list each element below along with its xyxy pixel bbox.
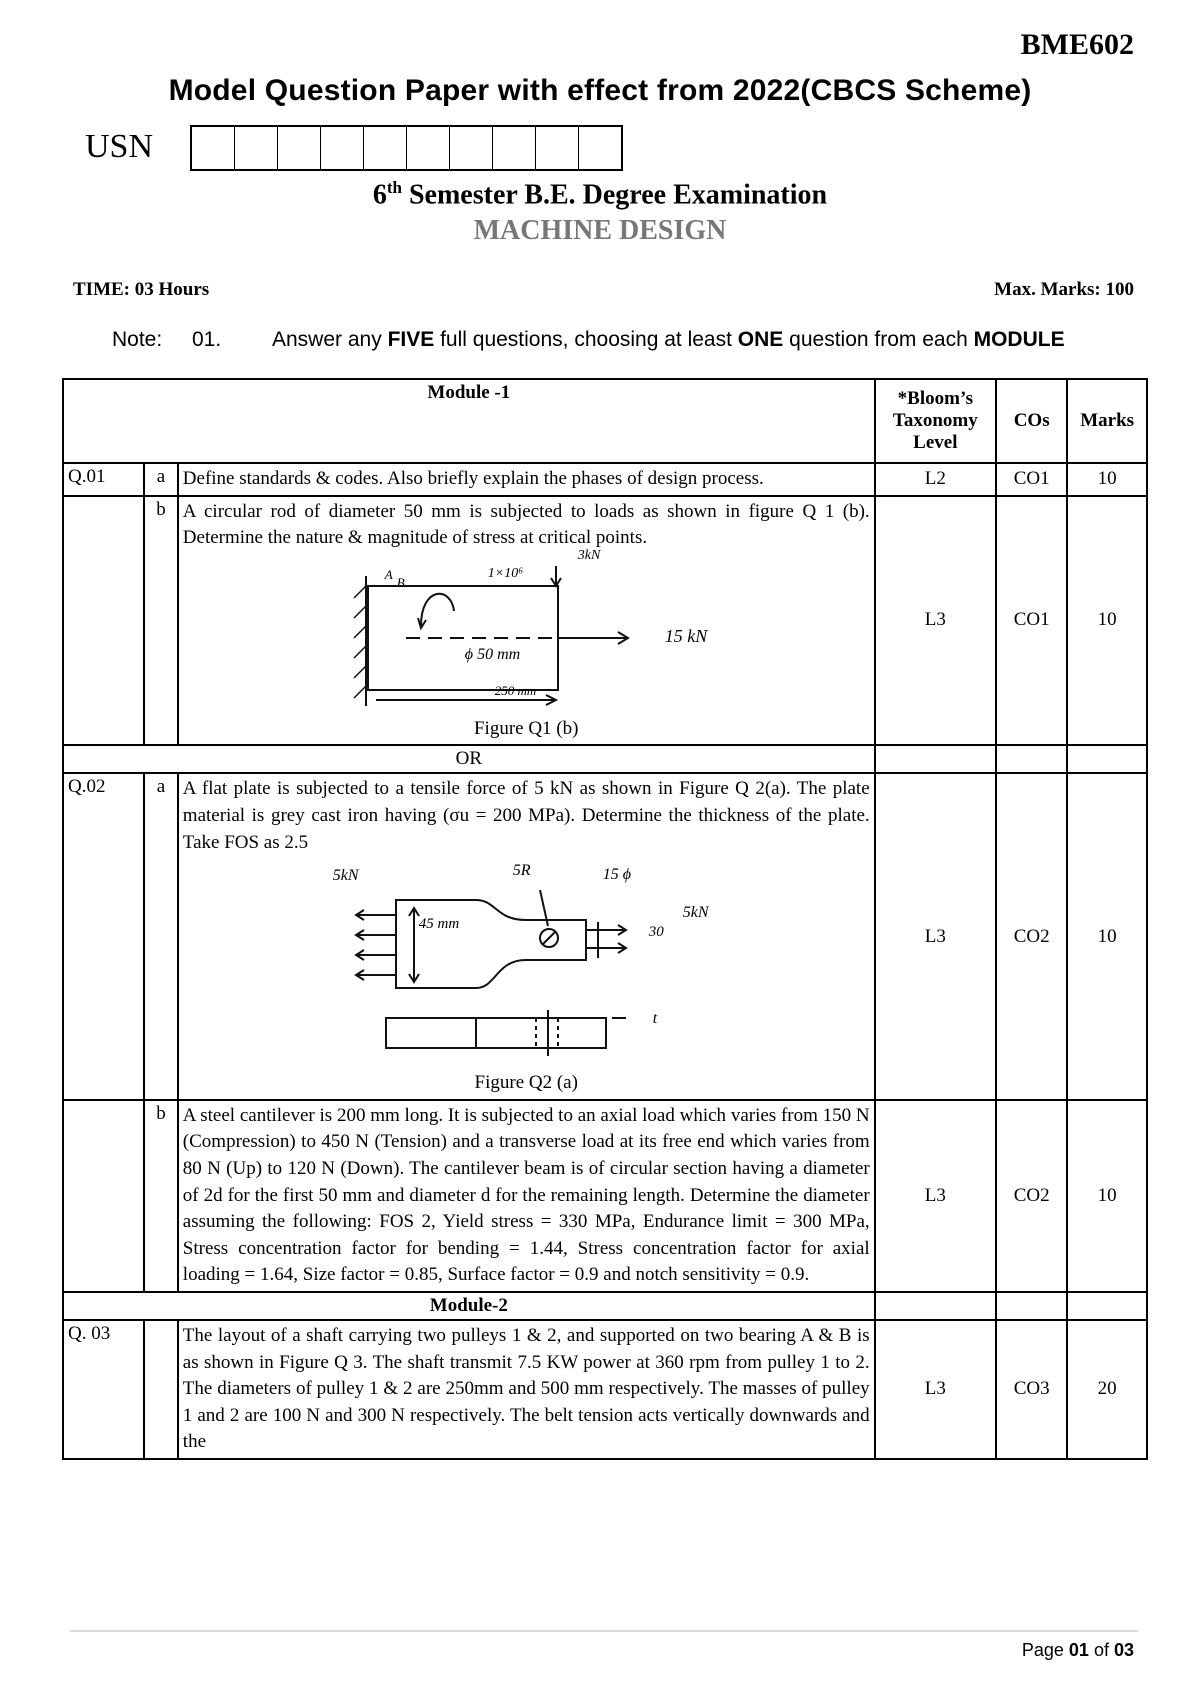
- usn-box: [536, 127, 579, 169]
- question-text: The layout of a shaft carrying two pulleys 1 & 2, and supported on two bearing A & B is as shown in Figure Q 3. The shaft transmit 7.5 KW power at 360 rpm from pulley 1 to 2. The diameters of pulley 1 & 2 are 250mm and 500 mm respectively. The masses of pulley 1 and 2 are 100 N and 300 N respectively. The belt tension acts vertically downwards and the: [178, 1320, 875, 1459]
- usn-box: [235, 127, 278, 169]
- figure-q1b: [183, 547, 870, 716]
- usn-box: [321, 127, 364, 169]
- paper-code: BME602: [1020, 28, 1134, 61]
- label-narrow-width: 30: [648, 924, 664, 941]
- usn-box: [493, 127, 536, 169]
- question-cell: [178, 773, 875, 1099]
- bloom-level: L3: [875, 1100, 996, 1292]
- usn-box: [192, 127, 235, 169]
- bloom-level: L3: [875, 496, 996, 746]
- marks-header: Marks: [1067, 379, 1147, 463]
- note-emphasis: ONE: [737, 328, 784, 351]
- bloom-level: L2: [875, 463, 996, 496]
- table-row: [63, 1320, 1147, 1459]
- note-label: Note:: [112, 328, 163, 351]
- usn-box: [579, 127, 621, 169]
- note-text: full questions, choosing at least: [440, 328, 732, 351]
- module-1-heading: Module -1: [63, 379, 875, 463]
- course-outcome: CO2: [996, 773, 1067, 1099]
- module-2-heading: Module-2: [63, 1292, 875, 1320]
- course-outcome: CO1: [996, 463, 1067, 496]
- sub-question: b: [144, 496, 178, 746]
- course-outcome: CO3: [996, 1320, 1067, 1459]
- table-header: [63, 379, 1147, 463]
- usn-box: [407, 127, 450, 169]
- question-text: A circular rod of diameter 50 mm is subjected to loads as shown in figure Q 1 (b). Determine the nature & magnitude of stress at critical points.: [182, 500, 870, 549]
- usn-box: [278, 127, 321, 169]
- label-diameter: ϕ 50 mm: [464, 645, 521, 663]
- semester-number: 6: [372, 179, 387, 211]
- label-radius: 5R: [512, 862, 531, 880]
- label-length: 250 mm: [494, 682, 537, 698]
- subject-title: MACHINE DESIGN: [473, 215, 727, 246]
- table-row: [63, 496, 1147, 746]
- bloom-level: L3: [875, 773, 996, 1099]
- figure-caption: Figure Q1 (b): [473, 717, 579, 739]
- question-cell: [178, 496, 875, 746]
- max-marks: Max. Marks: 100: [994, 279, 1134, 300]
- question-number: Q.01: [63, 463, 144, 496]
- instruction-note: [112, 328, 1065, 352]
- question-marks: 10: [1067, 1100, 1147, 1292]
- question-number: Q. 03: [63, 1320, 144, 1459]
- time-allowed: TIME: 03 Hours: [73, 279, 210, 300]
- sub-question: b: [144, 1100, 178, 1292]
- question-marks: 10: [1067, 496, 1147, 746]
- label-b: B: [396, 574, 405, 590]
- label-right-force: 5kN: [682, 904, 709, 922]
- label-thickness: t: [652, 1010, 658, 1028]
- note-text: question from each: [789, 328, 968, 351]
- figure-q2a: [183, 860, 870, 1070]
- question-text: Define standards & codes. Also briefly explain the phases of design process.: [178, 463, 875, 496]
- label-a: A: [384, 566, 393, 582]
- course-outcome: CO2: [996, 1100, 1067, 1292]
- sub-question: a: [144, 463, 178, 496]
- semester-heading: [0, 178, 1200, 211]
- note-emphasis: FIVE: [387, 328, 435, 351]
- course-outcome: CO1: [996, 496, 1067, 746]
- usn-boxes: [190, 125, 623, 171]
- bloom-level: L3: [875, 1320, 996, 1459]
- plate-diagram: [326, 860, 726, 1070]
- note-emphasis: MODULE: [973, 328, 1065, 351]
- usn-box: [450, 127, 493, 169]
- label-vertical-load: 3kN: [577, 547, 601, 563]
- label-width: 45 mm: [418, 916, 460, 933]
- question-table: [62, 378, 1148, 1460]
- or-row: [63, 745, 1147, 773]
- cos-header: COs: [996, 379, 1067, 463]
- question-marks: 20: [1067, 1320, 1147, 1459]
- note-text: Answer any: [272, 328, 382, 351]
- sub-question: a: [144, 773, 178, 1099]
- or-separator: OR: [63, 745, 875, 773]
- question-number: Q.02: [63, 773, 144, 1099]
- paper-title: Model Question Paper with effect from 2022(CBCS Scheme): [168, 74, 1032, 107]
- page-number: Page 01 of 03: [1021, 1640, 1134, 1660]
- usn-label: USN: [85, 128, 154, 165]
- label-axial-load: 15 kN: [664, 625, 708, 646]
- table-row: [63, 1100, 1147, 1292]
- table-row: [63, 463, 1147, 496]
- module-row: [63, 1292, 1147, 1320]
- note-number: 01.: [192, 328, 222, 351]
- bloom-header: *Bloom’s Taxonomy Level: [875, 379, 996, 463]
- question-marks: 10: [1067, 773, 1147, 1099]
- question-text: A flat plate is subjected to a tensile force of 5 kN as shown in Figure Q 2(a). The plate material is grey cast iron having (σu = 200 MPa). Determine the thickness of the plate. Take FOS as 2.5: [182, 778, 870, 853]
- figure-caption: Figure Q2 (a): [474, 1072, 578, 1094]
- label-moment: 1×10⁶: [487, 565, 524, 581]
- footer-divider: [70, 1630, 1138, 1632]
- semester-text: Semester B.E. Degree Examination: [401, 179, 828, 211]
- usn-box: [364, 127, 407, 169]
- question-marks: 10: [1067, 463, 1147, 496]
- label-left-force: 5kN: [332, 867, 359, 885]
- semester-suffix: th: [386, 178, 402, 197]
- question-text: A steel cantilever is 200 mm long. It is subjected to an axial load which varies from 150 N (Compression) to 450 N (Tension) and a transverse load at its free end which varies from 80 N (Up) to 120 N (Down). The cantilever beam is of circular section having a diameter of 2d for the first 50 mm and diameter d for the remaining length. Determine the diameter assuming the following: FOS 2, Yield stress = 330 MPa, Endurance limit = 300 MPa, Stress concentration factor for bending = 1.44, Stress concentration factor for axial loading = 1.64, Size factor = 0.85, Surface factor = 0.9 and notch sensitivity = 0.9.: [178, 1100, 875, 1292]
- table-row: [63, 773, 1147, 1099]
- label-hole: 15 ϕ: [602, 866, 632, 884]
